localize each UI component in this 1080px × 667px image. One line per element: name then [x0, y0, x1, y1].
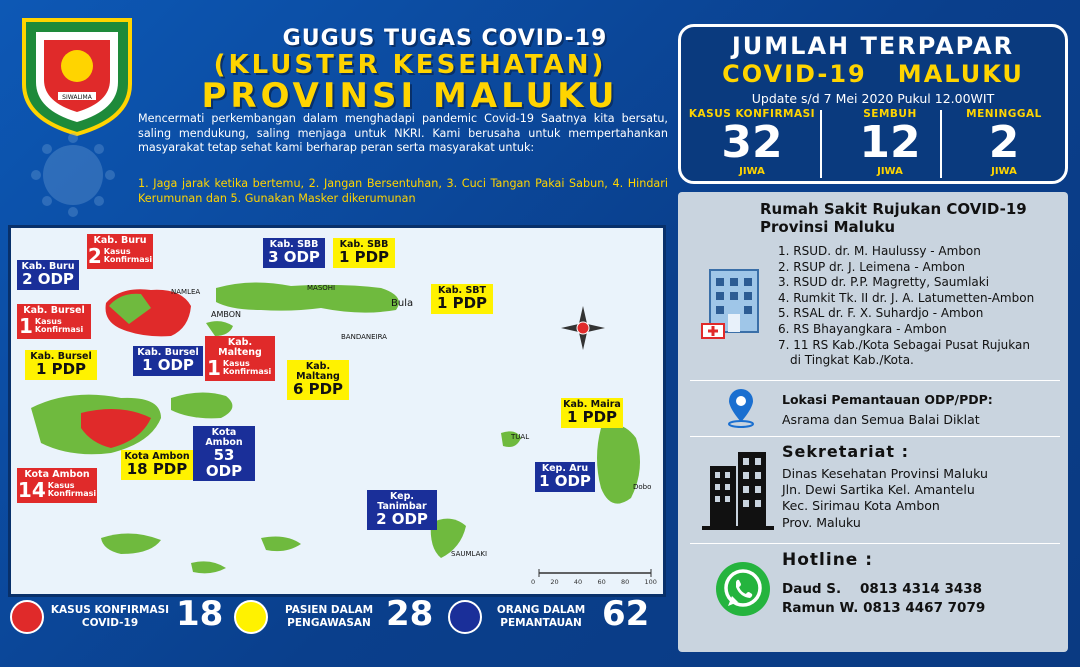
hotline-title: Hotline :: [782, 550, 874, 570]
stat-deceased: [940, 108, 1068, 177]
place-bula: Bula: [391, 298, 414, 309]
tag-sbb-pdp: [333, 238, 395, 268]
title-cluster: (KLUSTER KESEHATAN): [213, 50, 607, 80]
tag-value: 1 ODP: [539, 471, 591, 490]
list-item: 7. 11 RS Kab./Kota Sebagai Pusat Rujukan: [778, 337, 1030, 352]
hospitals-title: Rumah Sakit Rujukan COVID-19 Provinsi Maluku: [760, 200, 1027, 236]
tag-count: 2: [87, 243, 102, 268]
tag-name: Kab. Bursel: [23, 305, 85, 316]
stat-divider: [820, 110, 822, 178]
intro-paragraph: Mencermati perkembangan dalam menghadapi pandemic Covid-19 Saatnya kita bersatu, saling mendukung, saling menjaga untuk NKRI. Kami berusaha untuk mempertahankan masyarakat tetap sehat kami berharap peran serta masyarakat untuk:: [138, 112, 668, 154]
stat-value: 12: [859, 117, 921, 168]
legend-pdp-dot: [234, 600, 268, 634]
tag-value: 6 PDP: [292, 379, 344, 398]
tag-maira-pdp: [561, 398, 623, 428]
tag-name: Kab. SBT: [437, 285, 487, 296]
legend-confirmed-value: 18: [176, 594, 224, 634]
place-bandaneira: BANDANEIRA: [341, 333, 387, 341]
compass-rose-icon: [561, 306, 605, 350]
secretariat-title: Sekretariat :: [782, 442, 909, 461]
island-lease: [171, 392, 232, 418]
tag-name: Kab. Buru: [21, 261, 75, 272]
tag-value: 2 ODP: [22, 269, 74, 288]
hotline-contacts: [782, 580, 985, 618]
tag-bursel-odp: [133, 346, 203, 376]
stat-value: 2: [988, 117, 1020, 168]
divider: [690, 436, 1060, 437]
legend-odp-label: ORANG DALAM PEMANTAUAN: [496, 604, 586, 629]
address-line: Jln. Dewi Sartika Kel. Amantelu: [782, 482, 975, 498]
tag-value: 1 PDP: [566, 407, 618, 426]
tag-tanimbar-odp: [367, 490, 437, 530]
scale-tick: 100: [644, 578, 657, 586]
address-line: Dinas Kesehatan Provinsi Maluku: [782, 466, 988, 481]
tag-name: Kab. Maira: [563, 399, 621, 410]
tag-value: 1 PDP: [338, 247, 390, 266]
tag-kind: Kasus Konfirmasi: [222, 359, 272, 377]
tag-sbb-odp: [263, 238, 325, 268]
tag-bursel-pdp: [25, 350, 97, 380]
hospital-building-icon: [700, 262, 768, 340]
tag-value: 2 ODP: [376, 509, 428, 528]
stat-value: 32: [721, 117, 783, 168]
tag-body: [87, 243, 153, 268]
maluku-province-emblem: [18, 14, 136, 136]
list-item: 4. Rumkit Tk. II dr. J. A. Latumetten-Ambon: [778, 290, 1035, 305]
tag-buru-odp: [17, 260, 79, 290]
tag-buru-confirmed: [87, 234, 153, 269]
tag-name: Kab. Bursel: [30, 351, 92, 362]
tag-ambon-confirmed: [17, 468, 97, 503]
tag-body: [19, 313, 89, 338]
stat-label: MENINGGAL: [966, 108, 1042, 120]
tag-name: Kab. Malteng: [218, 337, 262, 358]
tag-bursel-confirmed: [17, 304, 91, 339]
virus-icon: [18, 130, 128, 220]
tag-body: [207, 355, 273, 380]
tag-aru-odp: [535, 462, 595, 492]
tag-kind: Kasus Konfirmasi: [34, 317, 84, 335]
stat-recovered: [826, 108, 954, 177]
appeal-paragraph: 1. Jaga jarak ketika bertemu, 2. Jangan Bersentuhan, 3. Cuci Tangan Pakai Sabun, 4. Hindari Kerumunan dan 5. Gunakan Masker dikerumunan: [138, 177, 668, 205]
place-masohi: MASOHI: [307, 284, 336, 292]
scale-tick: 80: [620, 578, 630, 586]
legend-odp-value: 62: [602, 594, 650, 634]
tag-ambon-odp: [193, 426, 255, 481]
monitoring-location-title: Lokasi Pemantauan ODP/PDP:: [782, 392, 993, 407]
logo-motto: SIWALIMA: [62, 94, 92, 101]
stat-unit: JIWA: [739, 166, 765, 177]
secretariat-address: [782, 466, 988, 531]
scale-tick: 20: [550, 578, 559, 586]
list-item: 6. RS Bhayangkara - Ambon: [778, 321, 947, 336]
legend-pdp-value: 28: [386, 594, 434, 634]
legend-odp-dot: [448, 600, 482, 634]
island-wetar: [101, 533, 161, 554]
tag-body: [17, 477, 97, 502]
hospitals-list: [778, 244, 1068, 369]
tag-name: Kota Ambon: [124, 451, 190, 462]
place-ambon: AMBON: [211, 310, 242, 319]
title-province: PROVINSI MALUKU: [201, 76, 619, 116]
list-item: 3. RSUD dr. P.P. Magretty, Saumlaki: [778, 275, 990, 290]
tag-value: 53 ODP: [205, 445, 243, 480]
divider: [690, 380, 1060, 381]
tag-value: 1 PDP: [436, 293, 488, 312]
tag-name: Kab. SBB: [339, 239, 389, 250]
tag-count: 1: [19, 313, 33, 338]
maluku-map: [8, 225, 666, 597]
tag-ambon-pdp: [121, 450, 193, 480]
scale-ticks: [531, 578, 657, 586]
address-line: Prov. Maluku: [782, 514, 861, 530]
list-item: 5. RSAL dr. F. X. Suhardjo - Ambon: [778, 306, 984, 321]
address-line: Kec. Sirimau Kota Ambon: [782, 498, 940, 514]
tag-value: 18 PDP: [126, 459, 188, 478]
stat-unit: JIWA: [877, 166, 903, 177]
tag-count: 1: [207, 355, 221, 380]
tag-kind: Kasus Konfirmasi: [103, 247, 153, 265]
whatsapp-icon: [714, 560, 772, 618]
list-item: 2. RSUP dr. J. Leimena - Ambon: [778, 259, 965, 274]
legend-confirmed-label: KASUS KONFIRMASI COVID-19: [50, 604, 170, 629]
scale-tick: 60: [597, 578, 606, 586]
tag-name: Kota Ambon: [24, 469, 90, 480]
tag-value: 1 PDP: [35, 359, 87, 378]
monitoring-location-value: Asrama dan Semua Balai Diklat: [782, 412, 980, 427]
map-pin-icon: [724, 388, 758, 428]
place-saumlaki: SAUMLAKI: [451, 550, 488, 558]
stats-title: JUMLAH TERPAPAR: [731, 32, 1015, 60]
stat-label: KASUS KONFIRMASI: [688, 108, 816, 120]
stat-unit: JIWA: [991, 166, 1017, 177]
legend-pdp-label: PASIEN DALAM PENGAWASAN: [284, 604, 374, 629]
office-building-icon: [702, 448, 774, 532]
scale-tick: 0: [531, 578, 536, 586]
tag-sbt-pdp: [431, 284, 493, 314]
tag-name: Kab. Buru: [93, 235, 147, 246]
tag-name: Kab. SBB: [269, 239, 319, 250]
stats-subtitle: COVID-19 MALUKU: [722, 60, 1024, 88]
place-dobo: Dobo: [633, 483, 652, 491]
tag-name: Kab. Bursel: [137, 347, 199, 358]
tag-value: 1 ODP: [142, 355, 194, 374]
tag-malteng-pdp: [287, 360, 349, 400]
tag-name: Kab. Maltang: [296, 361, 340, 382]
divider: [690, 543, 1060, 544]
list-item: di Tingkat Kab./Kota.: [790, 353, 914, 368]
hotline-contact: Daud S. 0813 4314 3438: [782, 581, 983, 597]
place-namlea: NAMLEA: [171, 288, 201, 296]
tag-malteng-confirmed: [205, 336, 275, 381]
island-leti: [191, 561, 226, 573]
tag-name: Kep. Aru: [541, 463, 589, 474]
hotline-contact: Ramun W. 0813 4467 7079: [782, 600, 986, 616]
island-aru: [597, 425, 640, 504]
stat-confirmed: [688, 108, 816, 177]
title-task-force: GUGUS TUGAS COVID-19: [282, 26, 608, 51]
place-tual: TUAL: [511, 433, 530, 441]
island-ambon: [206, 321, 233, 336]
scale-bar: [539, 569, 651, 577]
tag-count: 14: [17, 477, 46, 502]
stats-update-date: Update s/d 7 Mei 2020 Pukul 12.00WIT: [751, 91, 995, 106]
list-item: 1. RSUD. dr. M. Haulussy - Ambon: [778, 244, 981, 258]
scale-tick: 40: [573, 578, 583, 586]
stat-label: SEMBUH: [863, 108, 917, 120]
tag-value: 3 ODP: [268, 247, 320, 266]
island-babar: [261, 536, 301, 551]
tag-name: Kota Ambon: [205, 427, 243, 448]
tag-kind: Kasus Konfirmasi: [47, 481, 97, 499]
tag-name: Kep. Tanimbar: [377, 491, 427, 512]
legend-confirmed-dot: [10, 600, 44, 634]
